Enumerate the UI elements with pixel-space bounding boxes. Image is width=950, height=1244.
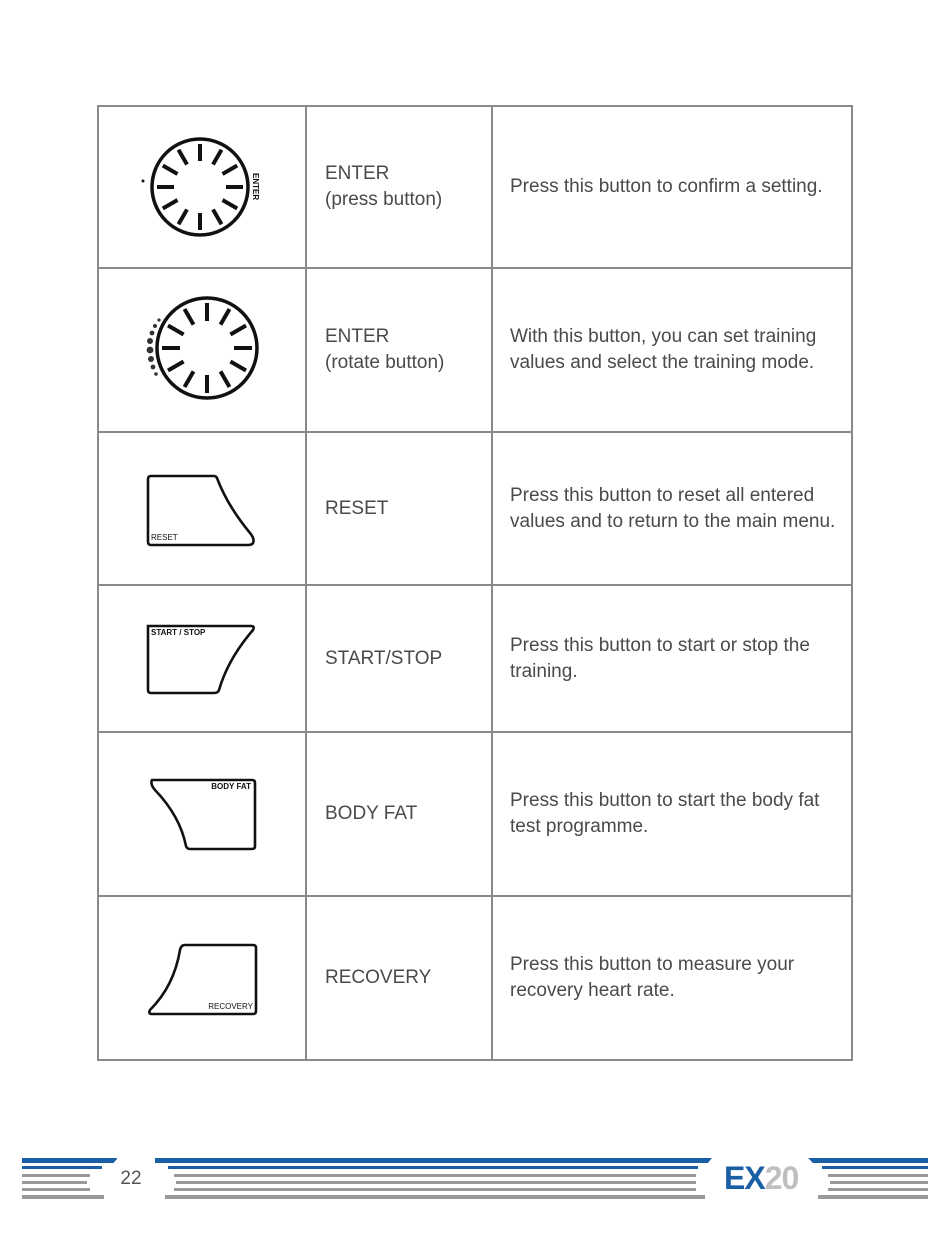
- brand-logo-part: EX: [724, 1160, 765, 1196]
- button-description: Press this button to confirm a setting.: [492, 106, 852, 268]
- button-name-line: (rotate button): [325, 352, 445, 373]
- button-description: Press this button to reset all entered values and to return to the main menu.: [492, 432, 852, 585]
- table-row: [98, 585, 852, 732]
- table-row: [98, 432, 852, 585]
- icon-cell: [98, 732, 306, 896]
- button-name: [306, 896, 492, 1060]
- button-name: [306, 585, 492, 732]
- icon-label: BODY FAT: [211, 782, 251, 791]
- button-description: Press this button to start or stop the training.: [492, 585, 852, 732]
- icon-cell: [98, 585, 306, 732]
- button-name-line: ENTER: [325, 163, 390, 184]
- enter-dial-rotate-icon: [137, 290, 267, 410]
- recovery-button-icon: [142, 938, 262, 1018]
- reset-button-icon: [142, 469, 262, 549]
- icon-label: RECOVERY: [208, 1002, 253, 1011]
- icon-label: RESET: [151, 532, 178, 542]
- button-table: [97, 105, 853, 1061]
- body-fat-button-icon: [142, 774, 262, 854]
- icon-cell: [98, 896, 306, 1060]
- start-stop-button-icon: [142, 619, 262, 699]
- button-name: [306, 432, 492, 585]
- enter-dial-press-icon: [137, 127, 267, 247]
- brand-logo: [724, 1160, 798, 1197]
- brand-logo-part: 20: [764, 1160, 799, 1196]
- icon-cell: [98, 268, 306, 432]
- page-number: 22: [120, 1168, 142, 1189]
- button-name-line: BODY FAT: [325, 803, 418, 824]
- button-description: With this button, you can set training values and select the training mode.: [492, 268, 852, 432]
- button-name-line: ENTER: [325, 326, 390, 347]
- table-row: [98, 268, 852, 432]
- button-name-line: START/STOP: [325, 647, 443, 669]
- button-name-line: RECOVERY: [325, 967, 432, 988]
- icon-label: START / STOP: [151, 627, 206, 637]
- table-row: [98, 106, 852, 268]
- button-name: [306, 732, 492, 896]
- button-name: [306, 268, 492, 432]
- button-description: Press this button to start the body fat test programme.: [492, 732, 852, 896]
- icon-cell: [98, 106, 306, 268]
- table-row: [98, 896, 852, 1060]
- button-description: Press this button to measure your recovery heart rate.: [492, 896, 852, 1060]
- table-row: [98, 732, 852, 896]
- icon-cell: [98, 432, 306, 585]
- icon-label: ENTER: [251, 173, 260, 201]
- button-name-line: (press button): [325, 189, 443, 210]
- button-name-line: RESET: [325, 497, 389, 519]
- button-name: [306, 106, 492, 268]
